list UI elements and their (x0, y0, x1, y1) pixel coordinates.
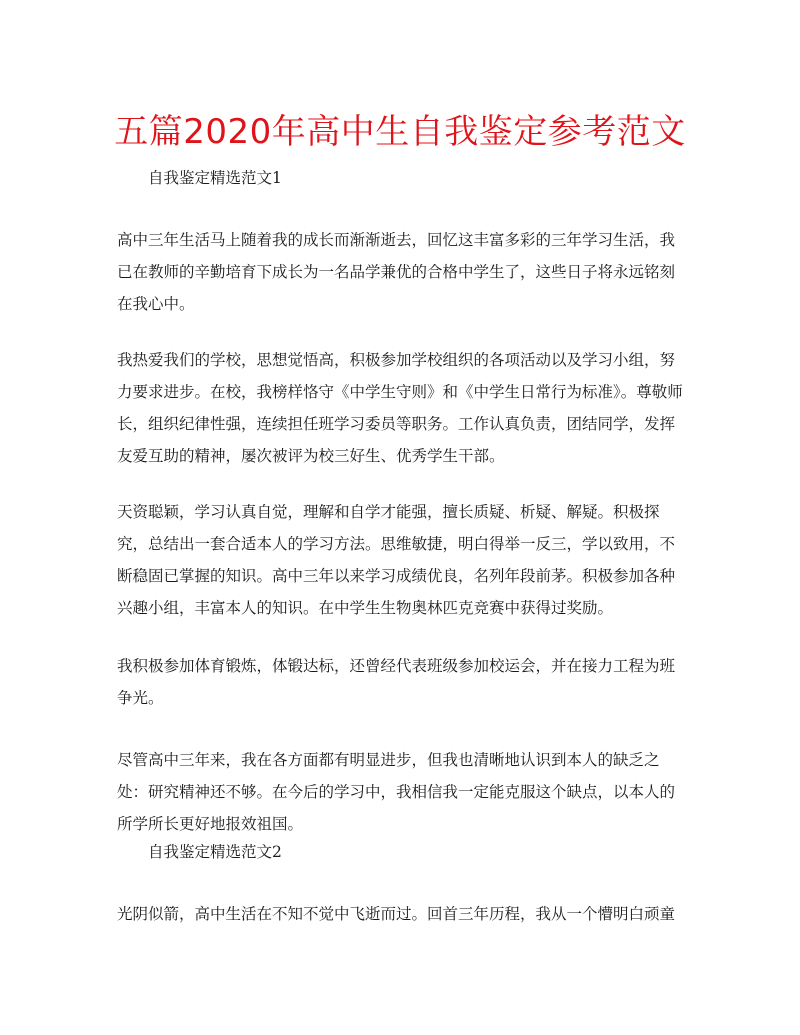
document-title: 五篇2020年高中生自我鉴定参考范文 (114, 112, 686, 152)
section-heading-2: 自我鉴定精选范文2 (148, 843, 282, 861)
paragraph-6: 光阴似箭，高中生活在不知不觉中飞逝而过。回首三年历程，我从一个懵明白顽童 (117, 905, 676, 923)
paragraph-4: 我积极参加体育锻炼，体锻达标，还曾经代表班级参加校运会，并在接力工程为班争光。 (117, 657, 676, 707)
paragraph-5: 尽管高中三年来，我在各方面都有明显进步，但我也清晰地认识到本人的缺乏之处：研究精神还不够。在今后的学习中，我相信我一定能克服这个缺点，以本人的所学所长更好地报效祖国。 (117, 751, 676, 833)
section-heading-1: 自我鉴定精选范文1 (148, 169, 282, 187)
paragraph-2: 我热爱我们的学校，思想觉悟高，积极参加学校组织的各项活动以及学习小组，努力要求进步。在校，我榜样恪守《中学生守则》和《中学生日常行为标准》。尊敬师长，组织纪律性强，连续担任班学习委员等职务。工作认真负责，团结同学，发挥友爱互助的精神，屡次被评为校三好生、优秀学生干部。 (117, 351, 683, 465)
paragraph-1: 高中三年生活马上随着我的成长而渐渐逝去，回忆这丰富多彩的三年学习生活，我已在教师的辛勤培育下成长为一名品学兼优的合格中学生了，这些日子将永远铭刻在我心中。 (117, 231, 676, 313)
paragraph-3: 天资聪颖，学习认真自觉，理解和自学才能强，擅长质疑、析疑、解疑。积极探究，总结出一套合适本人的学习方法。思维敏捷，明白得举一反三，学以致用，不断稳固已掌握的知识。高中三年以来学习成绩优良，名列年段前茅。积极参加各种兴趣小组，丰富本人的知识。在中学生生物奥林匹克竞赛中获得过奖励。 (117, 503, 676, 617)
